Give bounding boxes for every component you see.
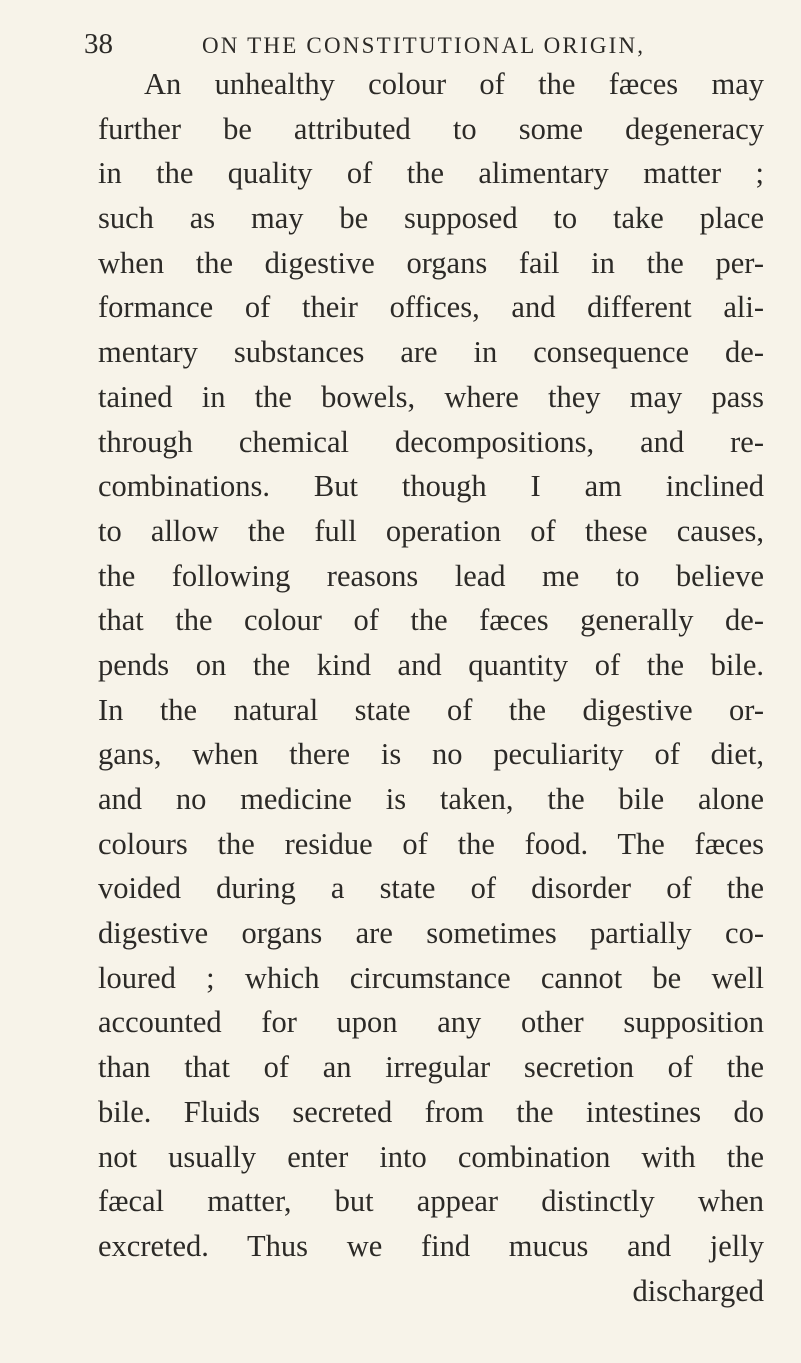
text-line: combinations. But though I am inclined — [98, 469, 764, 504]
text-line: bile. Fluids secreted from the intestines do — [98, 1094, 764, 1129]
text-line: accounted for upon any other supposition — [98, 1005, 764, 1040]
text-line: excreted. Thus we find mucus and jelly — [98, 1228, 764, 1263]
text-line: pends on the kind and quantity of the bile. — [98, 647, 764, 682]
text-line: colours the residue of the food. The fæces — [98, 826, 764, 861]
text-line: not usually enter into combination with the — [98, 1139, 764, 1174]
text-line: to allow the full operation of these causes, — [98, 513, 764, 548]
catchword: discharged — [632, 1273, 764, 1308]
text-line: through chemical decompositions, and re- — [98, 424, 764, 459]
text-line: voided during a state of disorder of the — [98, 871, 764, 906]
text-line: loured ; which circumstance cannot be well — [98, 960, 764, 995]
text-line: In the natural state of the digestive or- — [98, 692, 764, 727]
text-line: digestive organs are sometimes partially co- — [98, 916, 764, 951]
text-line: in the quality of the alimentary matter ; — [98, 156, 764, 191]
text-line: gans, when there is no peculiarity of diet, — [98, 737, 764, 772]
text-line: and no medicine is taken, the bile alone — [98, 782, 764, 816]
text-line: fæcal matter, but appear distinctly when — [98, 1184, 764, 1219]
text-line: further be attributed to some degeneracy — [98, 111, 764, 146]
text-line: formance of their offices, and different ali- — [98, 290, 764, 325]
text-line: when the digestive organs fail in the per- — [98, 245, 764, 280]
body-text — [98, 62, 764, 1313]
text-line: An unhealthy colour of the fæces may — [144, 67, 764, 101]
text-line: tained in the bowels, where they may pass — [98, 379, 764, 414]
text-line: such as may be supposed to take place — [98, 201, 764, 236]
page-number: 38 — [84, 28, 113, 60]
text-line: the following reasons lead me to believe — [98, 558, 764, 593]
text-line: mentary substances are in consequence de- — [98, 335, 764, 370]
running-title: ON THE CONSTITUTIONAL ORIGIN, — [202, 33, 646, 58]
text-line: that the colour of the fæces generally de- — [98, 603, 764, 638]
text-line: than that of an irregular secretion of the — [98, 1050, 764, 1085]
